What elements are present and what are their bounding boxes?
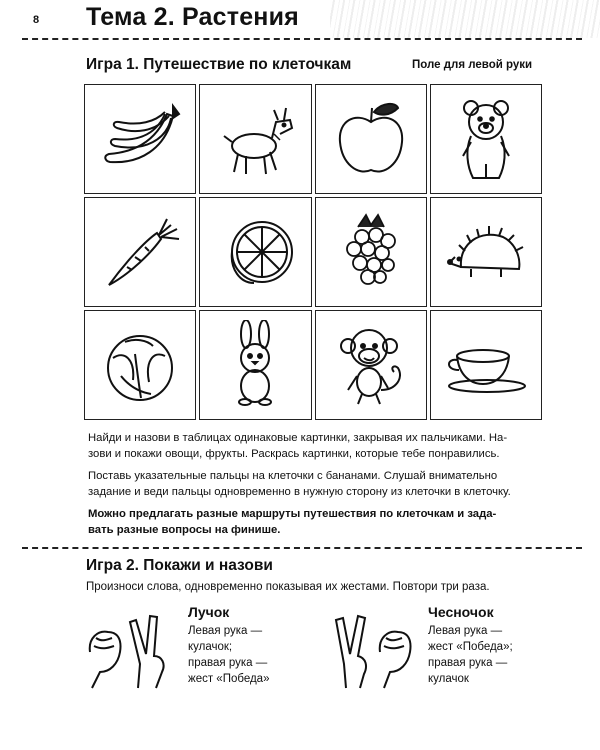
hand-gesture-victory-fist-icon bbox=[322, 608, 417, 690]
grid-cell-bear[interactable] bbox=[430, 84, 542, 194]
carrot-icon bbox=[95, 207, 185, 297]
exercise-1-line-2: кулачок; bbox=[188, 641, 233, 653]
exercise-2-line-1: Левая рука — bbox=[428, 625, 503, 637]
hedgehog-icon bbox=[441, 207, 531, 297]
exercise-2-line-2: жест «Победа»; bbox=[428, 641, 513, 653]
exercise-2-line-4: кулачок bbox=[428, 673, 469, 685]
exercise-1-line-3: правая рука — bbox=[188, 657, 268, 669]
game1-paragraph-3 bbox=[88, 506, 548, 538]
rabbit-icon bbox=[210, 320, 300, 410]
hand-gesture-fist-victory-icon bbox=[84, 608, 179, 690]
game2-instruction: Произноси слова, одновременно показывая их жестами. Повтори три раза. bbox=[86, 581, 490, 593]
text-line: Найди и назови в таблицах одинаковые картинки, закрывая их пальчиками. На- bbox=[88, 432, 508, 444]
text-line: зови и покажи овощи, фрукты. Раскрась картинки, которые тебе понравились. bbox=[88, 448, 500, 460]
bear-icon bbox=[441, 94, 531, 184]
grid-cell-monkey[interactable] bbox=[315, 310, 427, 420]
grid-cell-banana[interactable] bbox=[84, 84, 196, 194]
monkey-icon bbox=[326, 320, 416, 410]
topic-title: Тема 2. Растения bbox=[86, 3, 299, 31]
cabbage-icon bbox=[95, 320, 185, 410]
grid-cell-rabbit[interactable] bbox=[199, 310, 311, 420]
picture-grid bbox=[84, 84, 542, 420]
left-hand-field-label: Поле для левой руки bbox=[412, 59, 533, 71]
text-line: Можно предлагать разные маршруты путешествия по клеточкам и зада- bbox=[88, 508, 497, 520]
page-number: 8 bbox=[33, 14, 40, 26]
banana-icon bbox=[95, 94, 185, 184]
apple-icon bbox=[326, 94, 416, 184]
header-decoration bbox=[330, 0, 600, 38]
game2-title: Игра 2. Покажи и назови bbox=[86, 557, 273, 574]
exercise-1-line-4: жест «Победа» bbox=[188, 673, 270, 685]
goat-icon bbox=[210, 94, 300, 184]
text-line: Поставь указательные пальцы на клеточки с бананами. Слушай внимательно bbox=[88, 470, 498, 482]
grid-cell-apple[interactable] bbox=[315, 84, 427, 194]
section-divider bbox=[22, 547, 582, 549]
game1-paragraph-2 bbox=[88, 468, 548, 500]
text-line: вать разные вопросы на финише. bbox=[88, 524, 281, 536]
exercise-2-line-3: правая рука — bbox=[428, 657, 508, 669]
text-line: задание и веди пальцы одновременно в нужную сторону из клеточки в клеточку. bbox=[88, 486, 511, 498]
grid-cell-teacup[interactable] bbox=[430, 310, 542, 420]
exercise-1-title: Лучок bbox=[188, 604, 230, 620]
raspberry-icon bbox=[326, 207, 416, 297]
orange-slice-icon bbox=[210, 207, 300, 297]
game1-paragraph-1 bbox=[88, 430, 548, 462]
grid-cell-orange[interactable] bbox=[199, 197, 311, 307]
grid-cell-carrot[interactable] bbox=[84, 197, 196, 307]
grid-cell-goat[interactable] bbox=[199, 84, 311, 194]
game1-title: Игра 1. Путешествие по клеточкам bbox=[86, 56, 352, 73]
exercise-2-title: Чесночок bbox=[428, 604, 494, 620]
exercise-1-line-1: Левая рука — bbox=[188, 625, 263, 637]
header-divider bbox=[22, 38, 582, 40]
grid-cell-cabbage[interactable] bbox=[84, 310, 196, 420]
grid-cell-hedgehog[interactable] bbox=[430, 197, 542, 307]
teacup-icon bbox=[441, 320, 531, 410]
grid-cell-raspberry[interactable] bbox=[315, 197, 427, 307]
